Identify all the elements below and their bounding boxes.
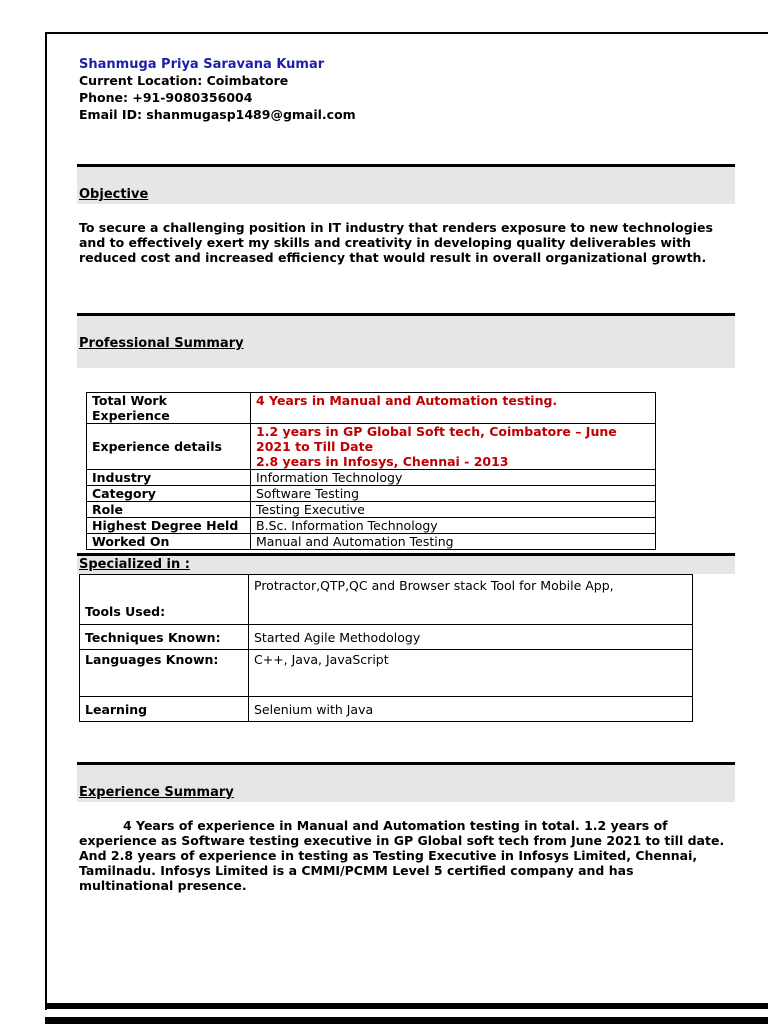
professional-summary-title: Professional Summary: [79, 336, 244, 351]
row-label: Languages Known:: [80, 650, 249, 697]
table-row: [87, 518, 656, 534]
row-value: [251, 424, 656, 470]
row-value: Selenium with Java: [249, 697, 693, 722]
row-value: Testing Executive: [251, 502, 656, 518]
experience-summary-line: experience as Software testing executive in GP Global soft tech from June 2021 to till date.: [79, 833, 725, 848]
table-row: [87, 393, 656, 424]
row-label: Industry: [87, 470, 251, 486]
phone-line: Phone: +91-9080356004: [79, 90, 253, 105]
table-row: [80, 650, 693, 697]
row-label: Total Work Experience: [87, 393, 251, 424]
table-row: [87, 534, 656, 550]
row-label: Category: [87, 486, 251, 502]
row-label: Highest Degree Held: [87, 518, 251, 534]
experience-detail-line: 2021 to Till Date: [256, 439, 374, 454]
row-label: Techniques Known:: [80, 625, 249, 650]
table-row: [87, 486, 656, 502]
row-value: C++, Java, JavaScript: [249, 650, 693, 697]
objective-title: Objective: [79, 187, 149, 202]
experience-summary-line: 4 Years of experience in Manual and Automation testing in total. 1.2 years of: [123, 818, 668, 833]
row-value: Manual and Automation Testing: [251, 534, 656, 550]
email-line: Email ID: shanmugasp1489@gmail.com: [79, 107, 356, 122]
table-row: [80, 575, 693, 625]
table-row: [80, 697, 693, 722]
objective-line: To secure a challenging position in IT industry that renders exposure to new technologies: [79, 220, 713, 235]
experience-detail-line: 2.8 years in Infosys, Chennai - 2013: [256, 454, 509, 469]
row-value: Protractor,QTP,QC and Browser stack Tool for Mobile App,: [249, 575, 693, 625]
professional-summary-table: [86, 392, 656, 550]
row-label: Experience details: [87, 424, 251, 470]
row-value: Information Technology: [251, 470, 656, 486]
candidate-name: Shanmuga Priya Saravana Kumar: [79, 57, 325, 72]
objective-section-bar: [77, 164, 735, 204]
experience-summary-text: [79, 818, 739, 893]
page-bottom-rule: [45, 1003, 768, 1009]
page-border-top: [45, 32, 768, 34]
experience-detail-line: 1.2 years in GP Global Soft tech, Coimbatore – June: [256, 424, 617, 439]
location-line: Current Location: Coimbatore: [79, 73, 289, 88]
row-label: Tools Used:: [80, 575, 249, 625]
table-row: [87, 470, 656, 486]
row-label: Worked On: [87, 534, 251, 550]
objective-line: reduced cost and increased efficiency that would result in overall organizational growth.: [79, 250, 707, 265]
table-row: [80, 625, 693, 650]
page-bottom-rule: [45, 1017, 768, 1024]
row-value: Software Testing: [251, 486, 656, 502]
table-row: [87, 424, 656, 470]
experience-summary-line: multinational presence.: [79, 878, 247, 893]
experience-summary-line: Tamilnadu. Infosys Limited is a CMMI/PCMM Level 5 certified company and has: [79, 863, 634, 878]
experience-summary-title: Experience Summary: [79, 785, 234, 800]
specialized-table: [79, 574, 693, 722]
row-label: Role: [87, 502, 251, 518]
row-value: Started Agile Methodology: [249, 625, 693, 650]
table-row: [87, 502, 656, 518]
page-border-left: [45, 32, 47, 1010]
row-value: B.Sc. Information Technology: [251, 518, 656, 534]
objective-text: [79, 220, 729, 265]
row-value: 4 Years in Manual and Automation testing.: [251, 393, 656, 424]
objective-line: and to effectively exert my skills and creativity in developing quality deliverables with: [79, 235, 692, 250]
experience-summary-line: And 2.8 years of experience in testing as Testing Executive in Infosys Limited, Chennai,: [79, 848, 698, 863]
row-label: Learning: [80, 697, 249, 722]
specialized-title: Specialized in :: [79, 557, 190, 572]
